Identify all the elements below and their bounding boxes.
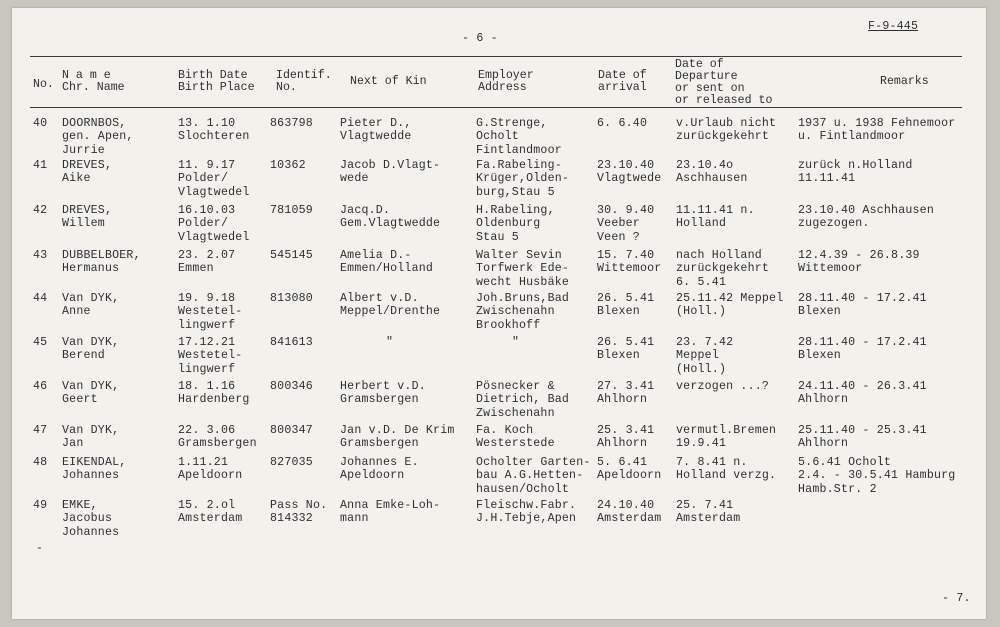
cell-arrival: Blexen xyxy=(597,349,640,363)
cell-birth: Gramsbergen xyxy=(178,437,257,451)
cell-ident: 781059 xyxy=(270,204,313,217)
cell-name: Willem xyxy=(62,217,105,231)
cell-name: Johannes xyxy=(62,469,120,483)
header-arrival-line1: Date of xyxy=(598,69,647,82)
cell-kin: Gem.Vlagtwedde xyxy=(340,217,441,231)
header-top-rule xyxy=(30,56,962,57)
cell-birth: 16.10.03 xyxy=(178,204,236,217)
cell-kin: mann xyxy=(340,512,369,526)
cell-employer: wecht Husbäke xyxy=(476,275,570,289)
cell-kin: Gramsbergen xyxy=(340,393,419,407)
cell-kin: Emmen/Holland xyxy=(340,262,434,276)
cell-arrival: 25. 3.41 xyxy=(597,424,655,437)
cell-employer: burg,Stau 5 xyxy=(476,185,555,199)
header-name-line2: Chr. Name xyxy=(62,81,125,94)
cell-remarks: 25.11.40 - 25.3.41 xyxy=(798,424,927,437)
cell-birth: Vlagtwedel xyxy=(178,185,250,199)
cell-departure: Holland xyxy=(676,217,727,231)
cell-arrival: Apeldoorn xyxy=(597,469,662,483)
header-birth-line2: Birth Place xyxy=(178,81,255,94)
cell-departure: verzogen ...? xyxy=(676,380,770,393)
cell-name: Anne xyxy=(62,305,91,319)
header-birth-line1: Birth Date xyxy=(178,69,248,82)
cell-kin: wede xyxy=(340,172,369,186)
cell-birth: Emmen xyxy=(178,262,214,276)
row-number: 42 xyxy=(33,204,48,217)
cell-kin: Johannes E. xyxy=(340,456,419,469)
cell-employer: Joh.Bruns,Bad xyxy=(476,292,570,305)
cell-birth: 19. 9.18 xyxy=(178,292,236,305)
page-number: - 6 - xyxy=(462,32,498,45)
cell-remarks: Blexen xyxy=(798,349,841,363)
cell-remarks: 28.11.40 - 17.2.41 xyxy=(798,292,927,305)
row-number: 40 xyxy=(33,117,48,130)
cell-arrival: Amsterdam xyxy=(597,512,662,526)
cell-departure: 11.11.41 n. xyxy=(676,204,755,217)
cell-departure: Meppel xyxy=(676,349,719,363)
cell-employer: G.Strenge, xyxy=(476,117,548,130)
cell-birth: Vlagtwedel xyxy=(178,230,250,244)
cell-remarks: 28.11.40 - 17.2.41 xyxy=(798,336,927,349)
cell-remarks: u. Fintlandmoor xyxy=(798,130,906,144)
cell-employer: bau A.G.Hetten- xyxy=(476,469,584,483)
header-departure-line2: Departure xyxy=(675,70,738,83)
cell-name: gen. Apen, xyxy=(62,130,134,144)
header-no: No. xyxy=(33,78,54,91)
cell-ident: 863798 xyxy=(270,117,313,130)
cell-birth: lingwerf xyxy=(178,318,236,332)
cell-employer: Krüger,Olden- xyxy=(476,172,570,186)
cell-kin: Pieter D., xyxy=(340,117,412,130)
header-bottom-rule xyxy=(30,107,962,108)
cell-arrival: 26. 5.41 xyxy=(597,292,655,305)
cell-employer: Walter Sevin xyxy=(476,249,562,262)
cell-kin: Amelia D.- xyxy=(340,249,412,262)
cell-kin: Meppel/Drenthe xyxy=(340,305,441,319)
cell-name: DREVES, xyxy=(62,204,113,217)
cell-name: Hermanus xyxy=(62,262,120,276)
cell-employer: Zwischenahn xyxy=(476,406,555,420)
page-footer: - 7. xyxy=(942,592,971,605)
cell-employer: Dietrich, Bad xyxy=(476,393,570,407)
cell-arrival: 24.10.40 xyxy=(597,499,655,512)
cell-kin: " xyxy=(386,336,394,349)
header-name-line1: N a m e xyxy=(62,69,111,82)
cell-remarks: zurück n.Holland xyxy=(798,159,913,172)
cell-remarks: Hamb.Str. 2 xyxy=(798,482,877,496)
cell-remarks: 24.11.40 - 26.3.41 xyxy=(798,380,927,393)
header-departure-line3: or sent on xyxy=(675,82,745,95)
cell-name: Johannes xyxy=(62,525,120,539)
cell-birth: lingwerf xyxy=(178,362,236,376)
row-number: 44 xyxy=(33,292,48,305)
document-reference: F-9-445 xyxy=(868,20,919,33)
cell-employer: Pösnecker & xyxy=(476,380,555,393)
cell-remarks: zugezogen. xyxy=(798,217,870,231)
cell-remarks: Ahlhorn xyxy=(798,393,849,407)
cell-remarks: 23.10.40 Aschhausen xyxy=(798,204,934,217)
cell-departure: 7. 8.41 n. xyxy=(676,456,748,469)
cell-employer: Ocholter Garten- xyxy=(476,456,591,469)
cell-departure: (Holl.) xyxy=(676,305,727,319)
cell-arrival: Ahlhorn xyxy=(597,437,648,451)
header-departure-line4: or released to xyxy=(675,94,773,107)
cell-birth: 17.12.21 xyxy=(178,336,236,349)
cell-birth: Amsterdam xyxy=(178,512,243,526)
row-number: 41 xyxy=(33,159,48,172)
cell-kin: Jan v.D. De Krim xyxy=(340,424,455,437)
cell-arrival: 26. 5.41 xyxy=(597,336,655,349)
cell-remarks: Wittemoor xyxy=(798,262,863,276)
cell-departure: v.Urlaub nicht xyxy=(676,117,777,130)
cell-arrival: 5. 6.41 xyxy=(597,456,648,469)
cell-departure: 6. 5.41 xyxy=(676,275,727,289)
cell-name: Jurrie xyxy=(62,143,105,157)
cell-birth: Apeldoorn xyxy=(178,469,243,483)
header-arrival-line2: arrival xyxy=(598,81,647,94)
cell-employer: Zwischenahn xyxy=(476,305,555,319)
row-number: 43 xyxy=(33,249,48,262)
cell-ident: 813080 xyxy=(270,292,313,305)
cell-employer: J.H.Tebje,Apen xyxy=(476,512,577,526)
cell-name: Jacobus xyxy=(62,512,113,526)
cell-departure: 19.9.41 xyxy=(676,437,727,451)
cell-arrival: Vlagtwede xyxy=(597,172,662,186)
cell-birth: 18. 1.16 xyxy=(178,380,236,393)
row-number: 47 xyxy=(33,424,48,437)
row-number: 49 xyxy=(33,499,48,512)
cell-birth: Slochteren xyxy=(178,130,250,144)
header-departure-line1: Date of xyxy=(675,58,724,71)
cell-kin: Jacq.D. xyxy=(340,204,391,217)
cell-kin: Apeldoorn xyxy=(340,469,405,483)
header-kin: Next of Kin xyxy=(350,75,427,88)
header-remarks: Remarks xyxy=(880,75,929,88)
cell-arrival: Veen ? xyxy=(597,230,640,244)
cell-kin: Anna Emke-Loh- xyxy=(340,499,441,512)
cell-birth: 11. 9.17 xyxy=(178,159,236,172)
cell-departure: 25.11.42 Meppel xyxy=(676,292,784,305)
cell-ident: 800346 xyxy=(270,380,313,393)
cell-arrival: 23.10.40 xyxy=(597,159,655,172)
cell-name: Geert xyxy=(62,393,98,407)
cell-kin: Herbert v.D. xyxy=(340,380,426,393)
cell-employer: hausen/Ocholt xyxy=(476,482,570,496)
cell-ident: Pass No. xyxy=(270,499,328,512)
cell-remarks: 1937 u. 1938 Fehnemoor xyxy=(798,117,956,130)
cell-departure: Aschhausen xyxy=(676,172,748,186)
cell-birth: 1.11.21 xyxy=(178,456,229,469)
cell-name: Aike xyxy=(62,172,91,186)
cell-arrival: 15. 7.40 xyxy=(597,249,655,262)
cell-remarks: 5.6.41 Ocholt xyxy=(798,456,892,469)
cell-ident: 827035 xyxy=(270,456,313,469)
cell-name: Van DYK, xyxy=(62,336,120,349)
cell-departure: zurückgekehrt xyxy=(676,130,770,144)
cell-arrival: Ahlhorn xyxy=(597,393,648,407)
cell-birth: 15. 2.ol xyxy=(178,499,236,512)
cell-arrival: Blexen xyxy=(597,305,640,319)
cell-arrival: Veeber xyxy=(597,217,640,231)
cell-birth: 13. 1.10 xyxy=(178,117,236,130)
cell-birth: Hardenberg xyxy=(178,393,250,407)
cell-departure: Amsterdam xyxy=(676,512,741,526)
cell-kin: Vlagtwedde xyxy=(340,130,412,144)
cell-birth: Polder/ xyxy=(178,172,229,186)
cell-name: Jan xyxy=(62,437,84,451)
cell-kin: Albert v.D. xyxy=(340,292,419,305)
cell-employer: Fa. Koch xyxy=(476,424,534,437)
cell-name: Van DYK, xyxy=(62,292,120,305)
cell-departure: zurückgekehrt xyxy=(676,262,770,276)
cell-employer: H.Rabeling, xyxy=(476,204,555,217)
cell-birth: 22. 3.06 xyxy=(178,424,236,437)
cell-employer: Fintlandmoor xyxy=(476,143,562,157)
cell-employer: Westerstede xyxy=(476,437,555,451)
cell-kin: Gramsbergen xyxy=(340,437,419,451)
header-ident-line2: No. xyxy=(276,81,297,94)
cell-employer: " xyxy=(512,336,520,349)
header-employer-line1: Employer xyxy=(478,69,534,82)
cell-arrival: 30. 9.40 xyxy=(597,204,655,217)
cell-employer: Ocholt xyxy=(476,130,519,144)
row-number: 48 xyxy=(33,456,48,469)
cell-birth: Polder/ xyxy=(178,217,229,231)
cell-name: DREVES, xyxy=(62,159,113,172)
cell-departure: vermutl.Bremen xyxy=(676,424,777,437)
cell-name: Berend xyxy=(62,349,105,363)
header-ident-line1: Identif. xyxy=(276,69,332,82)
cell-arrival: 27. 3.41 xyxy=(597,380,655,393)
cell-name: DUBBELBOER, xyxy=(62,249,141,262)
cell-departure: 23. 7.42 xyxy=(676,336,734,349)
cell-birth: Westetel- xyxy=(178,305,243,319)
cell-birth: Westetel- xyxy=(178,349,243,363)
header-employer-line2: Address xyxy=(478,81,527,94)
cell-employer: Stau 5 xyxy=(476,230,519,244)
cell-arrival: 6. 6.40 xyxy=(597,117,648,130)
cell-ident: 841613 xyxy=(270,336,313,349)
cell-remarks: Blexen xyxy=(798,305,841,319)
cell-name: EIKENDAL, xyxy=(62,456,127,469)
left-margin-mark: - xyxy=(36,542,44,555)
cell-departure: 23.10.4o xyxy=(676,159,734,172)
cell-departure: Holland verzg. xyxy=(676,469,777,483)
cell-ident: 800347 xyxy=(270,424,313,437)
cell-departure: nach Holland xyxy=(676,249,762,262)
cell-employer: Fleischw.Fabr. xyxy=(476,499,577,512)
cell-arrival: Wittemoor xyxy=(597,262,662,276)
cell-birth: 23. 2.07 xyxy=(178,249,236,262)
cell-departure: (Holl.) xyxy=(676,362,727,376)
row-number: 45 xyxy=(33,336,48,349)
row-number: 46 xyxy=(33,380,48,393)
cell-remarks: 12.4.39 - 26.8.39 xyxy=(798,249,920,262)
cell-kin: Jacob D.Vlagt- xyxy=(340,159,441,172)
cell-remarks: Ahlhorn xyxy=(798,437,849,451)
cell-ident: 814332 xyxy=(270,512,313,526)
cell-employer: Brookhoff xyxy=(476,318,541,332)
cell-name: EMKE, xyxy=(62,499,98,512)
cell-ident: 10362 xyxy=(270,159,306,172)
cell-ident: 545145 xyxy=(270,249,313,262)
cell-remarks: 11.11.41 xyxy=(798,172,856,186)
cell-employer: Torfwerk Ede- xyxy=(476,262,570,276)
cell-name: Van DYK, xyxy=(62,380,120,393)
cell-departure: 25. 7.41 xyxy=(676,499,734,512)
cell-employer: Fa.Rabeling- xyxy=(476,159,562,172)
cell-employer: Oldenburg xyxy=(476,217,541,231)
cell-name: DOORNBOS, xyxy=(62,117,127,130)
cell-name: Van DYK, xyxy=(62,424,120,437)
cell-remarks: 2.4. - 30.5.41 Hamburg xyxy=(798,469,956,483)
